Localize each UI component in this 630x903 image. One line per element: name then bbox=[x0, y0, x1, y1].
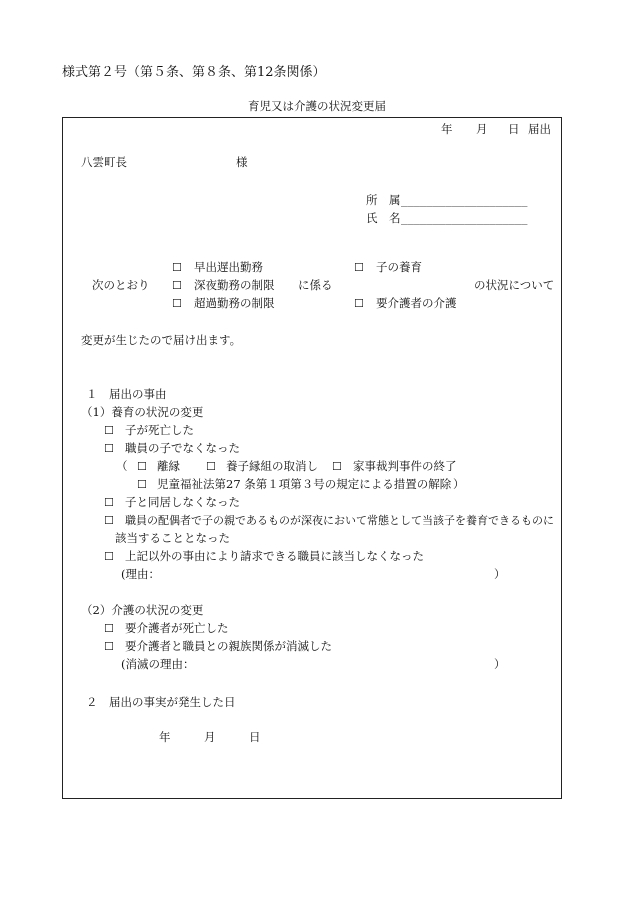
reason-label: (理由： bbox=[121, 567, 160, 581]
name-label: 氏 名 bbox=[366, 211, 401, 225]
item-spouse-line1: 職員の配偶者で子の親であるものが深夜において常態として当該子を養育できるものに bbox=[125, 514, 554, 527]
checkbox-nursing-care[interactable]: ☐ bbox=[354, 297, 364, 310]
occurrence-day-label: 日 bbox=[249, 730, 261, 744]
checkbox-night-limit[interactable]: ☐ bbox=[172, 279, 182, 292]
checkbox-child-died[interactable]: ☐ bbox=[104, 424, 114, 437]
item-divorce: 離縁 bbox=[157, 459, 180, 473]
name-field[interactable]: ____________________ bbox=[401, 213, 528, 225]
option-overtime-limit-label: 超過勤務の制限 bbox=[194, 296, 275, 310]
checkbox-other-reason[interactable]: ☐ bbox=[104, 550, 114, 563]
extinction-reason-label: (消滅の理由： bbox=[121, 657, 195, 671]
date-day-label: 日 bbox=[508, 122, 520, 136]
form-number: 様式第２号（第５条、第８条、第12条関係） bbox=[62, 65, 326, 80]
date-month-label: 月 bbox=[476, 122, 488, 136]
intro-connector: に係る bbox=[298, 278, 333, 292]
checkbox-adoption-cancel[interactable]: ☐ bbox=[206, 460, 216, 473]
option-night-limit-label: 深夜勤務の制限 bbox=[194, 278, 275, 292]
intro-prefix: 次のとおり bbox=[92, 278, 150, 292]
checkbox-child-care[interactable]: ☐ bbox=[354, 261, 364, 274]
date-year-label: 年 bbox=[441, 122, 453, 136]
checkbox-welfare-measure[interactable]: ☐ bbox=[137, 478, 147, 491]
occurrence-year-label: 年 bbox=[159, 730, 171, 744]
checkbox-spouse[interactable]: ☐ bbox=[104, 514, 114, 527]
checkbox-care-died[interactable]: ☐ bbox=[104, 622, 114, 635]
date-submit-label: 届出 bbox=[528, 122, 551, 136]
affiliation-field[interactable]: ____________________ bbox=[401, 195, 528, 207]
recipient-name: 八雲町長 bbox=[81, 155, 127, 169]
reason-close: ） bbox=[494, 567, 506, 581]
option-early-late-label: 早出遅出勤務 bbox=[194, 260, 263, 274]
intro-suffix: の状況について bbox=[474, 278, 555, 292]
item-welfare-measure: 児童福祉法第27 条第１項第３号の規定による措置の解除 bbox=[157, 477, 452, 491]
item-child-died: 子が死亡した bbox=[125, 423, 194, 437]
option-child-care-label: 子の養育 bbox=[376, 260, 422, 274]
checkbox-relation-ended[interactable]: ☐ bbox=[104, 640, 114, 653]
checkbox-early-late[interactable]: ☐ bbox=[172, 261, 182, 274]
item-spouse-line2: 該当することとなった bbox=[115, 531, 230, 545]
option-nursing-care-label: 要介護者の介護 bbox=[376, 296, 457, 310]
recipient-honorific: 様 bbox=[236, 155, 248, 169]
sub1-heading: （1）養育の状況の変更 bbox=[81, 405, 204, 419]
item-no-longer-child: 職員の子でなくなった bbox=[125, 441, 240, 455]
checkbox-no-cohabit[interactable]: ☐ bbox=[104, 496, 114, 509]
section2-heading: ２ 届出の事実が発生した日 bbox=[86, 695, 236, 709]
form-title: 育児又は介護の状況変更届 bbox=[248, 99, 386, 113]
item-other-reason: 上記以外の事由により請求できる職員に該当しなくなった bbox=[125, 549, 424, 563]
checkbox-family-court[interactable]: ☐ bbox=[332, 460, 342, 473]
intro-statement: 変更が生じたので届け出ます。 bbox=[81, 333, 242, 347]
section1-heading: １ 届出の事由 bbox=[86, 387, 167, 401]
sub2-heading: （2）介護の状況の変更 bbox=[81, 603, 204, 617]
paren-open: （ bbox=[116, 459, 128, 473]
affiliation-label: 所 属 bbox=[366, 193, 401, 207]
item-no-cohabit: 子と同居しなくなった bbox=[125, 495, 240, 509]
item-family-court: 家事裁判事件の終了 bbox=[353, 459, 457, 473]
item-relation-ended: 要介護者と職員との親族関係が消滅した bbox=[125, 639, 332, 653]
checkbox-overtime-limit[interactable]: ☐ bbox=[172, 297, 182, 310]
item-care-died: 要介護者が死亡した bbox=[125, 621, 229, 635]
checkbox-divorce[interactable]: ☐ bbox=[137, 460, 147, 473]
item-adoption-cancel: 養子縁組の取消し bbox=[226, 459, 318, 473]
occurrence-month-label: 月 bbox=[204, 730, 216, 744]
checkbox-no-longer-child[interactable]: ☐ bbox=[104, 442, 114, 455]
paren-close: ） bbox=[453, 477, 465, 491]
extinction-reason-close: ） bbox=[494, 657, 506, 671]
